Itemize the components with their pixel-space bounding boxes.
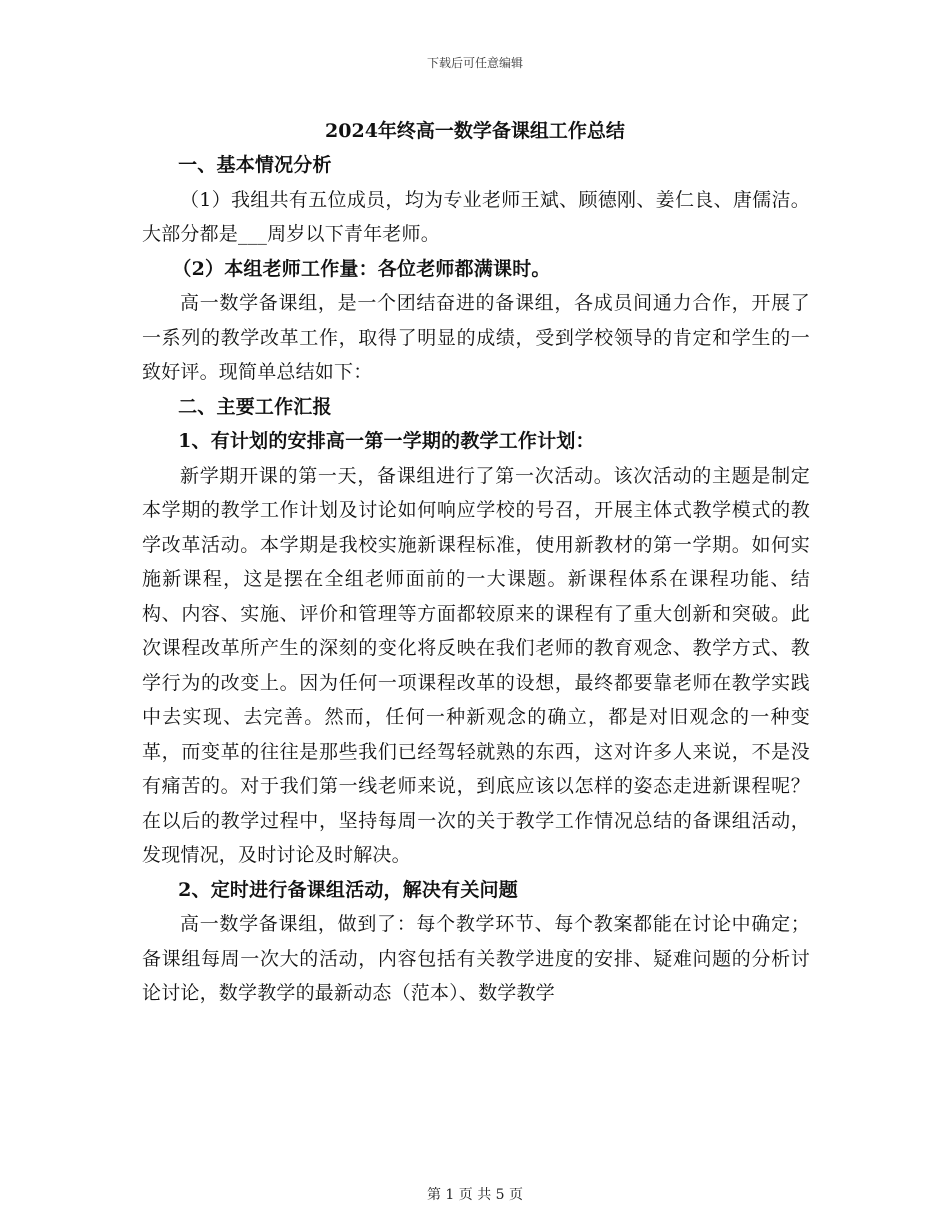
paragraph: 高一数学备课组，做到了：每个教学环节、每个教案都能在讨论中确定；备课组每周一次大的活动，内容包括有关教学进度的安排、疑难问题的分析讨论讨论，数学教学的最新动态（范本）、数学教学 [142,913,810,1004]
paragraph: （1）我组共有五位成员，均为专业老师王斌、顾德刚、姜仁良、唐儒洁。大部分都是___周岁以下青年老师。 [142,188,810,245]
document-body [142,148,810,1011]
paragraph: 新学期开课的第一天，备课组进行了第一次活动。该次活动的主题是制定本学期的教学工作计划及讨论如何响应学校的号召，开展主体式教学模式的教学改革活动。本学期是我校实施新课程标准，使用新教材的第一学期。如何实施新课程，这是摆在全组老师面前的一大课题。新课程体系在课程功能、结构、内容、实施、评价和管理等方面都较原来的课程有了重大创新和突破。此次课程改革所产生的深刻的变化将反映在我们老师的教育观念、教学方式、教学行为的改变上。因为任何一项课程改革的设想，最终都要靠老师在教学实践中去实现、去完善。然而，任何一种新观念的确立，都是对旧观念的一种变革，而变革的往往是那些我们已经驾轻就熟的东西，这对许多人来说，不是没有痛苦的。对于我们第一线老师来说，到底应该以怎样的姿态走进新课程呢？在以后的教学过程中，坚持每周一次的关于教学工作情况总结的备课组活动，发现情况，及时讨论及时解决。 [142,464,810,866]
header-note: 下载后可任意编辑 [426,56,523,70]
section-heading: 一、基本情况分析 [178,154,332,176]
page-footer: 第 1 页 共 5 页 [426,1187,524,1203]
section-heading: 1、有计划的安排高一第一学期的教学工作计划： [178,430,595,452]
document-title: 2024年终高一数学备课组工作总结 [325,120,625,142]
section-heading: 二、主要工作汇报 [178,395,332,418]
section-heading: 2、定时进行备课组活动，解决有关问题 [178,878,518,901]
paragraph: 高一数学备课组，是一个团结奋进的备课组，各成员间通力合作，开展了一系列的教学改革工作，取得了明显的成绩，受到学校领导的肯定和学生的一致好评。现简单总结如下： [142,292,810,383]
section-heading: （2）本组老师工作量：各位老师都满课时。 [172,257,551,280]
